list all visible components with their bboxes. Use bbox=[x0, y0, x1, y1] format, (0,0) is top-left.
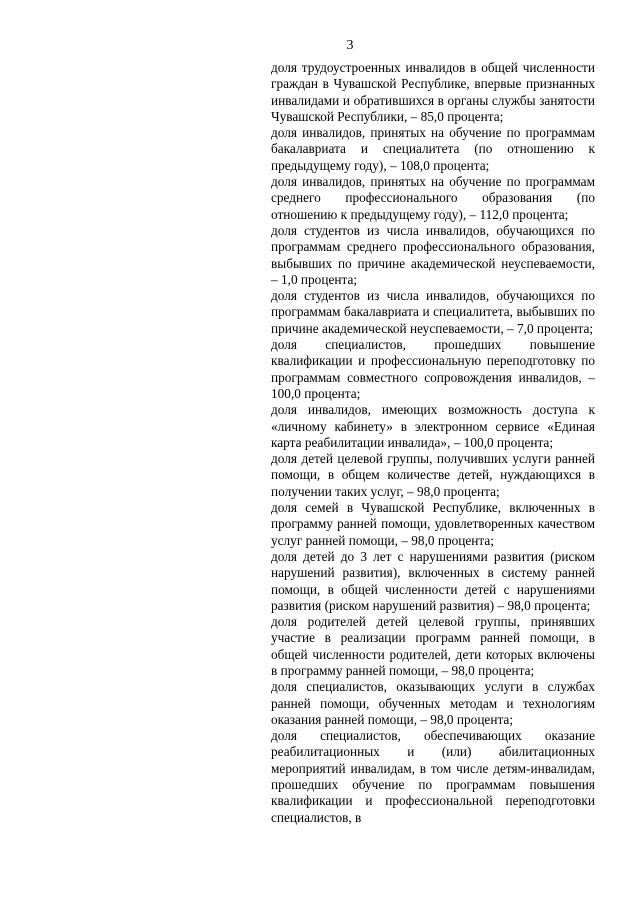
list-item: доля специалистов, прошедших повышение квалификации и профессиональную переподготовку по программам совместного сопровождения инвалидов, – 100,0 процента; bbox=[271, 337, 595, 401]
list-item: доля студентов из числа инвалидов, обучающихся по программам среднего профессионального образования, выбывших по причине академической неуспеваемости, – 1,0 процента; bbox=[271, 222, 595, 287]
list-item: доля семей в Чувашской Республике, включенных в программу ранней помощи, удовлетворенных качеством услуг ранней помощи, – 98,0 процента; bbox=[271, 500, 595, 548]
list-item: доля детей целевой группы, получивших услуги ранней помощи, в общем количестве детей, нуждающихся в получении таких услуг, – 98,0 процента; bbox=[271, 451, 595, 499]
list-item: доля детей до 3 лет с нарушениями развития (риском нарушений развития), включенных в систему ранней помощи, в общей численности детей с нарушениями развития (риском нарушений развития) – 98,0 процента; bbox=[271, 548, 595, 613]
list-item: доля инвалидов, принятых на обучение по программам бакалавриата и специалитета (по отношению к предыдущему году), – 108,0 процента; bbox=[271, 125, 595, 173]
list-item: доля инвалидов, имеющих возможность доступа к «личному кабинету» в электронном сервисе «Единая карта реабилитации инвалида», – 100,0 процента; bbox=[271, 402, 595, 450]
list-item: доля студентов из числа инвалидов, обучающихся по программам бакалавриата и специалитета, выбывших по причине академической неуспеваемости, – 7,0 процента; bbox=[271, 288, 595, 336]
document-body bbox=[271, 60, 595, 826]
list-item: доля трудоустроенных инвалидов в общей численности граждан в Чувашской Республике, впервые признанных инвалидами и обратившихся в органы службы занятости Чувашской Республики, – 85,0 процента; bbox=[271, 60, 595, 124]
list-item: доля специалистов, оказывающих услуги в службах ранней помощи, обученных методам и технологиям оказания ранней помощи, – 98,0 процента; bbox=[271, 679, 595, 727]
page-number: 3 bbox=[346, 38, 354, 53]
list-item: доля родителей детей целевой группы, принявших участие в реализации программ ранней помощи, в общей численности родителей, дети которых включены в программу ранней помощи, – 98,0 процента; bbox=[271, 614, 595, 678]
list-item: доля специалистов, обеспечивающих оказание реабилитационных и (или) абилитационных мероприятий инвалидам, в том числе детям-инвалидам, прошедших обучение по программам повышения квалификации и профессиональной переподготовки специалистов, в bbox=[271, 728, 595, 825]
list-item: доля инвалидов, принятых на обучение по программам среднего профессионального образования (по отношению к предыдущему году), – 112,0 процента; bbox=[271, 174, 595, 222]
